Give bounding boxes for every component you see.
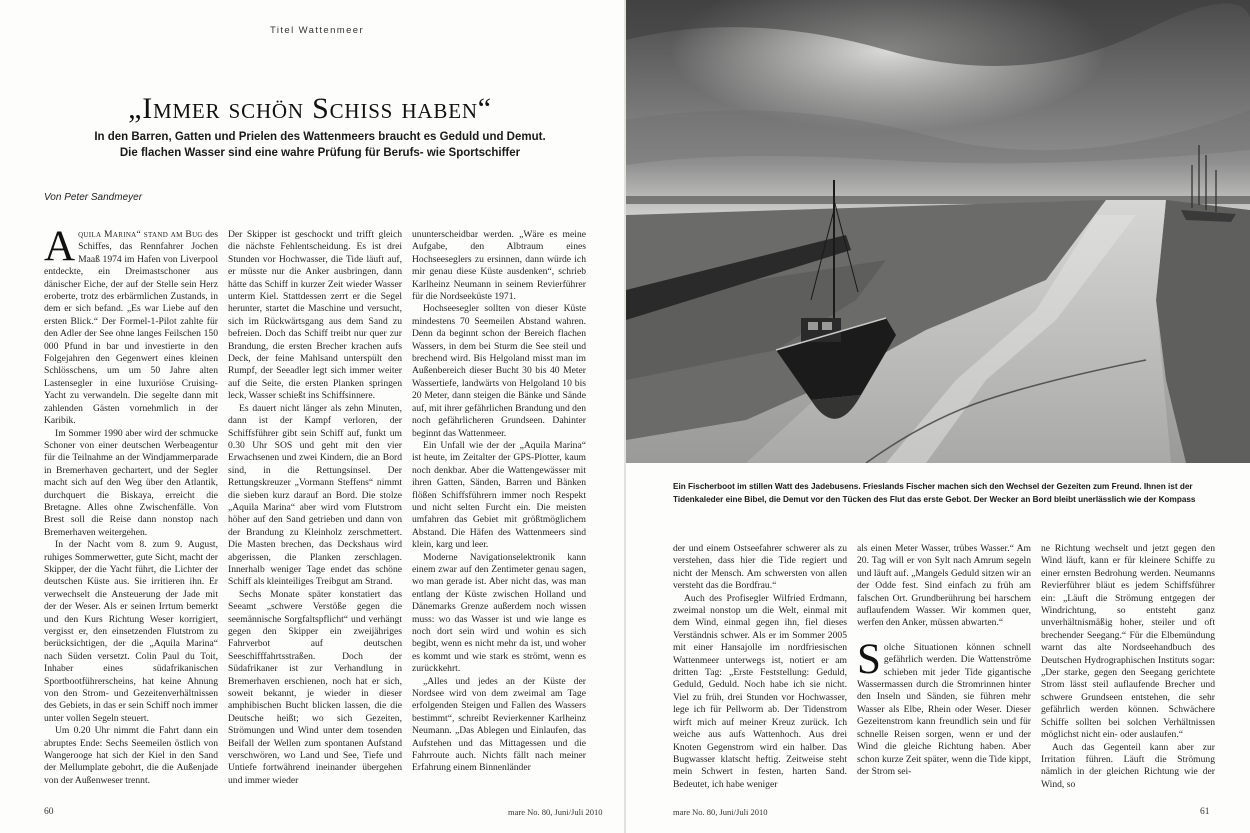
paragraph-text: des Schiffes, das Rennfahrer Jochen Maaß 1974 im Hafen von Liverpool entdeckte, ein Dreimastschoner aus dänischer Eiche, der auf der Stelle sein Herz eroberte, trotz des erbärmlichen Zustands, in dem er sich befand. „Es war Liebe auf den ersten Blick.“ Der Formel-1-Pilot zahlte für den Adler der See ohne langes Feilschen 150 000 Pfund in bar und investierte in den Folgejahren den Gegenwert eines kleinen Schlösschens, um um 50 Jahre alten Lastensegler in eine luxuriöse Cruising-Yacht zu verwandeln. Die segelte dann mit zahlenden Gästen vornehmlich in der Karibik. <box>44 229 218 427</box>
caption-line: Ein Fischerboot im stillen Watt des Jadebusens. Frieslands Fischer machen sich den Wechsel der Gezeiten zum Freund. Ihnen ist der <box>673 482 1193 491</box>
paragraph <box>857 635 1031 778</box>
paragraph: Der Skipper ist geschockt und trifft gleich die nächste Fehlentscheidung. Es ist drei Stunden vor Hochwasser, die Tide läuft auf, er müsste nur die Anker ausbringen, dann hätte das Schiff in kurzer Zeit wieder Wasser unterm Kiel. Stattdessen zerrt er die Segel herunter, startet die Maschine und versucht, sich im Rückwärtsgang aus dem Sand zu befreien. Doch das Schiff treibt nur quer zur Brandung, die ersten Brecher krachen aufs Deck, der feine Mahlsand unterspült den Rumpf, der Seeadler legt sich immer weiter auf die Seite, die ersten Planken springen leck, Wasser schießt ins Schiffsinnere. <box>228 229 402 402</box>
text-column-6 <box>1041 543 1215 795</box>
lead-in: quila Marina“ stand am Bug <box>78 229 203 240</box>
paragraph: Ein Unfall wie der der „Aquila Marina“ ist heute, im Zeitalter der GPS-Plotter, kaum noch denkbar. Aber die Wattengewässer mit ihren Gatten, Sänden, Barren und Bänken flößen Schiffsführern immer noch Respekt und nicht selten Furcht ein. Die meisten umfahren das Gebiet mit größtmöglichem Abstand. Die Häfen des Wattenmeers sind klein, karg und leer. <box>412 439 586 551</box>
text-column-5 <box>857 543 1031 795</box>
article-deck <box>40 129 600 161</box>
deck-line: Die flachen Wasser sind eine wahre Prüfung für Berufs- wie Sportschiffer <box>119 147 521 159</box>
page-number-left: 60 <box>44 807 54 817</box>
paragraph <box>44 229 218 428</box>
page-number-right: 61 <box>1200 807 1210 817</box>
paragraph: der und einem Ostseefahrer schwerer als zu verstehen, dass hier die Tide regiert und nicht der Mensch. Am schwersten von allen versteht das die Bordfrau.“ <box>673 543 847 592</box>
paragraph: ununterscheidbar werden. „Wäre es meine Aufgabe, den Albtraum eines Hochseeseglers zu ersinnen, dann würde ich mir genau diese Küste ausdenken“, schrieb Karlheinz Neumann in seinem Revierführer für die Nordseeküste 1971. <box>412 229 586 303</box>
text-column-2 <box>228 229 402 795</box>
drop-cap: A <box>44 229 76 270</box>
paragraph: In der Nacht vom 8. zum 9. August, ruhiges Sommerwetter, gute Sicht, macht der Skipper, der die Yacht führt, die Lichter der deutschen Küste aus. Sie irritieren ihn. Er verwechselt die Ansteuerung der Jade mit der der Weser. Als er seinen Irrtum bemerkt und den Kurs Richtung Weser korrigiert, vergisst er, den einsetzenden Flutstrom zu berücksichtigen, der die „Aquila Marina“ nach Süden versetzt. Colin Paul du Toit, Inhaber eines südafrikanischen Sportbootführerscheins, hat keine Ahnung von den Strom- und Gezeitenverhältnissen des Gebiets, in das er sein Schiff noch immer unter vollen Segeln steuert. <box>44 539 218 724</box>
text-column-3 <box>412 229 586 795</box>
text-column-1 <box>44 229 218 795</box>
wadden-sea-photo <box>626 0 1250 463</box>
paragraph: als einen Meter Wasser, trübes Wasser.“ Am 20. Tag will er von Sylt nach Amrum segeln und läuft auf. „Mangels Geduld sitzen wir an der Odde fest. Sind einfach zu früh am falschen Ort. Grundberührung bei harschem auflaufendem Wasser. Wir kommen quer, werfen den Anker, müssen abwarten.“ <box>857 543 1031 629</box>
paragraph: Es dauert nicht länger als zehn Minuten, dann ist der Kampf verloren, der Schiffsführer gibt sein Schiff auf, funkt um 0.30 Uhr SOS und geht mit den vier Erwachsenen und zwei Kindern, die an Bord sind, in die Rettungsinsel. Der Rettungskreuzer „Vormann Steffens“ nimmt die sieben kurz darauf an Bord. Die stolze „Aquila Marina“ aber wird vom Flutstrom höher auf den Sand getrieben und dann von der Brandung zu Kleinholz zerschmettert. Die Masten brechen, das Deckshaus wird abgerissen, die Planken zerschlagen. Innerhalb weniger Tage endet das schöne Schiff als kleinteiliges Treibgut am Strand. <box>228 402 402 588</box>
drop-cap: S <box>857 635 881 683</box>
text-column-4 <box>673 543 847 795</box>
issue-line-right: mare No. 80, Juni/Juli 2010 <box>673 807 768 817</box>
paragraph: Moderne Navigationselektronik kann einem zwar auf den Zentimeter genau sagen, wo man gerade ist. Aber nicht das, was man entlang der Küste zwischen Holland und Dänemarks Grenze außerdem noch wissen muss: wo das Wasser ist und wie lange es noch dort sein wird und wohin es sich begibt, wenn es nicht mehr da ist, und woher es kommt und wie stark es strömt, wenn es zurückkehrt. <box>412 551 586 675</box>
paragraph: „Alles und jedes an der Küste der Nordsee wird von dem zweimal am Tage erfolgenden Steigen und Fallen des Wassers bestimmt“, schreibt Revierkenner Karlheinz Neumann. „Das Ablegen und Einlaufen, das Aufstehen und das Mittagessen und die Fahrroute auch. Nichts fällt nach meiner Erfahrung einem Binnenländer <box>412 675 586 774</box>
deck-line: In den Barren, Gatten und Prielen des Wattenmeers braucht es Geduld und Demut. <box>94 131 546 143</box>
article-headline: „Immer schön Schiss haben“ <box>128 92 492 125</box>
paragraph: Um 0.20 Uhr nimmt die Fahrt dann ein abruptes Ende: Sechs Seemeilen östlich von Wangerooge hat sich der Kiel in den Sand der Mellumplate gebohrt, die die Außenjade von der Außenweser trennt. <box>44 725 218 786</box>
paragraph: Hochseesegler sollten von dieser Küste mindestens 70 Seemeilen Abstand wahren. Denn da beginnt schon der Bereich flachen Wassers, in dem bei Sturm die See steil und brechend wird. Bis Helgoland misst man im Außenbereich dieser Bucht 30 bis 40 Meter Wassertiefe, landwärts von Helgoland 10 bis 20 Meter, dann steigen die Bänke und Sände auf, mit ihrer gefährlichen Brandung und den noch gefährlicheren Grundseen. Dahinter beginnt das Wattenmeer. <box>412 303 586 439</box>
photo-caption <box>673 481 1223 506</box>
paragraph: Im Sommer 1990 aber wird der schmucke Schoner von einer deutschen Werbeagentur für die Teilnahme an der Windjammerparade in Bremerhaven gechartert, und der Segler macht sich auf den Weg über den Atlantik, durchquert die Biskaya, erreicht die Bretagne. Alles ohne Zwischenfälle. Von Brest soll die Reise dann nonstop nach Bremerhaven weitergehen. <box>44 427 218 538</box>
paragraph-text: olche Situationen können schnell gefährlich werden. Die Wattenströme schieben mit jeder Tide gigantische Wassermassen durch die Stromrinnen hinter den Inseln und Sänden, sie führen mehr Wasser als Elbe, Rhein oder Weser. Dieser Gezeitenstrom kann freundlich sein und für schnelle Reisen sorgen, wenn er und der Wind die gleiche Richtung haben. Aber schon kurze Zeit später, wenn die Tide kippt, der Strom sei- <box>857 641 1031 777</box>
section-kicker: Titel Wattenmeer <box>270 25 365 36</box>
caption-line: Tidenkaleder eine Bibel, die Demut vor den Tücken des Flut das erste Gebot. Der Wecker an Bord bleibt unerlässlich wie der Kompass <box>673 494 1196 504</box>
issue-line-left: mare No. 80, Juni/Juli 2010 <box>508 807 603 817</box>
paragraph: Sechs Monate später konstatiert das Seeamt „schwere Verstöße gegen die seemännische Sorgfaltspflicht“ und verhängt gegen den Skipper ein zweijähriges Fahrverbot auf deutschen Seeschifffahrtsstraßen. Doch der Südafrikaner ist zur Verhandlung in Bremerhaven erschienen, noch hat er sich, soweit bekannt, je wieder in dieser amphibischen Bucht blicken lassen, die die Deutsche heißt; wo sich Gezeiten, Strömungen und Wind unter dem tosenden Beifall der Wellen zum spontanen Aufstand verschwören, wo Land und See, Tiefe und Untiefe fortwährend ineinander übergehen und immer wieder <box>228 588 402 786</box>
paragraph: ne Richtung wechselt und jetzt gegen den Wind läuft, kann er für kleinere Schiffe zu einer ernsten Bedrohung werden. Neumanns Revierführer bläut es jedem Schiffsführer ein: „Läuft die Strömung entgegen der Windrichtung, so entsteht ganz unverhältnismäßig hoher, steiler und oft brechender Seegang.“ Für die Elbemündung warnt das alte Nordseehandbuch des Deutschen Hydrographischen Instituts sogar: „Der starke, gegen den Seegang gerichtete Strom lässt steil auflaufende Brecher und schwere Grundseen entstehen, die sehr gefährlich werden können. Schwächere Schiffe sollten bei solchen Verhältnissen möglichst nicht ein- oder auslaufen.“ <box>1041 543 1215 741</box>
byline: Von Peter Sandmeyer <box>44 192 143 203</box>
fishing-boat-photo-illustration <box>626 0 1250 463</box>
paragraph: Auch des Profisegler Wilfried Erdmann, zweimal nonstop um die Welt, einmal mit dem Wind, einmal gegen ihn, fiel dieses Verständnis schwer. Als er im Sommer 2005 mit einer Hansajolle im nordfriesischen Wattenmeer unterwegs ist, notiert er am dritten Tag: „Erste Feststellung: Geduld, Geduld, Geduld. Noch habe ich sie nicht. Viel zu früh, drei Stunden vor Hochwasser, lege ich für Pellworm ab. Der Tidenstrom wirft mich auf meiner Kreuz zurück. Ich weiche aus aufs Wattenhoch. Aus drei Knoten Gegenstrom wird ein halber. Das Bugwasser klatscht heftig. Zeitweise steht mein Schwert in festen, harten Sand. Bedeutet, ich habe weniger <box>673 592 847 790</box>
paragraph: Auch das Gegenteil kann aber zur Irritation führen. Läuft die Strömung nämlich in der gleichen Richtung wie der Wind, so <box>1041 741 1215 790</box>
